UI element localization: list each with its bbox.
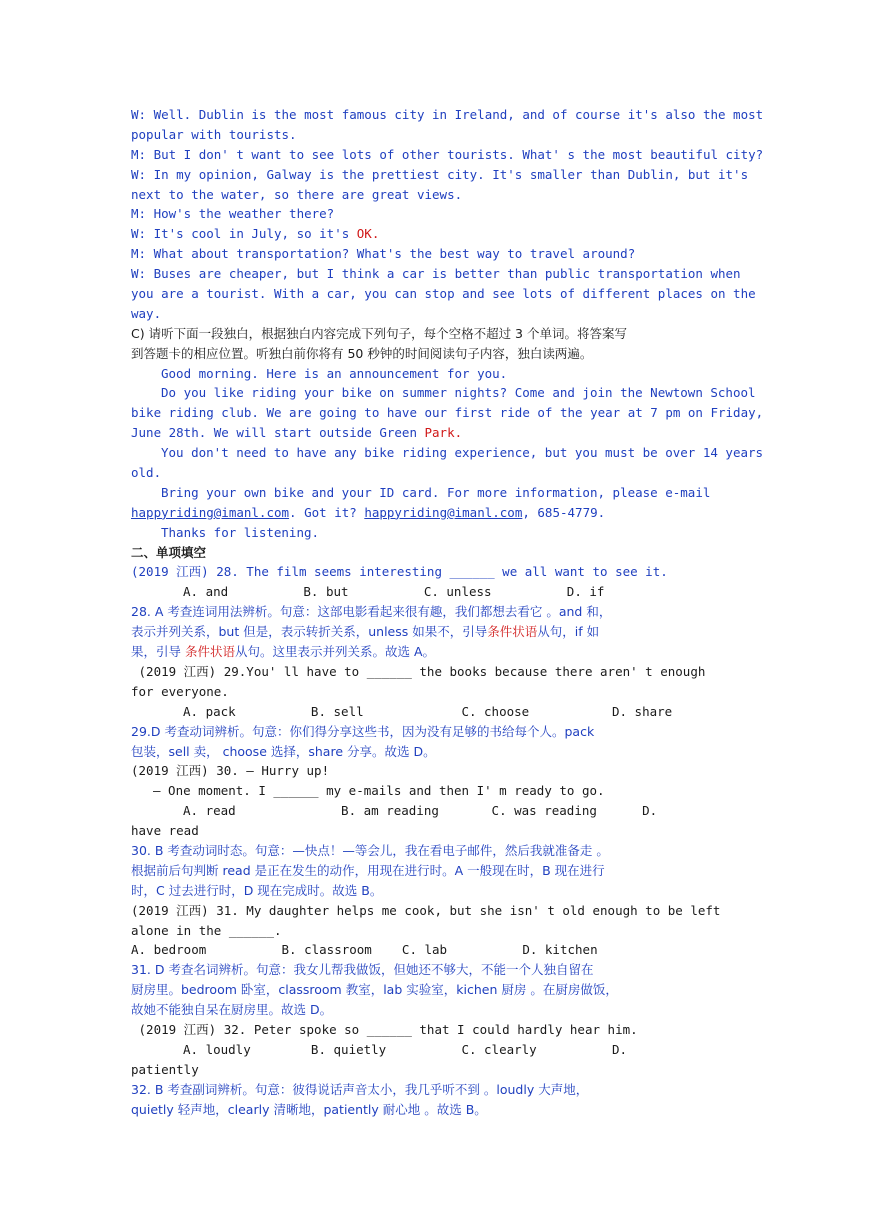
section-title: 二、单项填空 [131, 544, 207, 560]
monologue-line: Thanks for listening. [161, 524, 320, 540]
highlight-ok: OK. [356, 226, 380, 242]
dialogue-line: next to the water, so there are great views. [131, 186, 463, 202]
highlight-term: 条件状语 [184, 644, 235, 660]
answer-explanation [131, 642, 737, 662]
monologue-text: June 28th. We will start outside Green [131, 425, 425, 441]
question-options: A. bedroom B. classroom C. lab D. kitchen [131, 942, 598, 958]
answer-explanation: 包装，sell 卖， choose 选择，share 分享。故选 D。 [131, 743, 436, 759]
highlight-park: Park. [424, 425, 463, 441]
question-stem: for everyone. [131, 683, 229, 699]
explanation-text: 从句。这里表示并列关系。故选 A。 [235, 644, 436, 660]
dialogue-line: W: Well. Dublin is the most famous city in Ireland, and of course it's also the most [131, 107, 764, 122]
monologue-line: You don't need to have any bike riding experience, but you must be over 14 years [161, 445, 764, 461]
question-stem: alone in the ______. [131, 922, 282, 938]
email-link[interactable]: happyriding@imanl.com [131, 504, 290, 520]
dialogue-line: M: How's the weather there? [131, 206, 335, 222]
section-c-instruction: 到答题卡的相应位置。听独白前你将有 50 秒钟的时间阅读句子内容，独白读两遍。 [131, 345, 593, 361]
answer-explanation: 厨房里。bedroom 卧室，classroom 教室，lab 实验室，kichen 厨房 。在厨房做饭， [131, 982, 618, 998]
answer-explanation: 时，C 过去进行时，D 现在完成时。故选 B。 [131, 882, 383, 898]
monologue-line: Bring your own bike and your ID card. For more information, please e-mail [161, 484, 711, 500]
monologue-line: Do you like riding your bike on summer nights? Come and join the Newtown School [161, 385, 756, 401]
question-stem: (2019 江西) 31. My daughter helps me cook, but she isn' t old enough to be left [131, 902, 721, 918]
monologue-line: bike riding club. We are going to have our first ride of the year at 7 pm on Friday, [131, 405, 764, 421]
question-options: have read [131, 823, 199, 839]
question-stem: — One moment. I ______ my e-mails and then I' m ready to go. [153, 783, 605, 799]
question-text: (2019 江西) 28. The film seems interesting ______ we all want to see it. [131, 564, 668, 580]
dialogue-line: M: But I don' t want to see lots of other tourists. What' s the most beautiful city? [131, 146, 764, 162]
monologue-text: . Got it? [289, 504, 365, 520]
answer-explanation: 根据前后句判断 read 是正在发生的动作，用现在进行时。A 一般现在时，B 现在进行 [131, 862, 605, 878]
explanation-text: 从句，if 如 [537, 624, 600, 640]
question-stem: (2019 江西) 29.You' ll have to ______ the books because there aren' t enough [131, 663, 706, 679]
question-options: patiently [131, 1061, 199, 1077]
answer-explanation [131, 622, 737, 642]
dialogue-line: you are a tourist. With a car, you can stop and see lots of different places on the [131, 286, 756, 302]
dialogue-line: M: What about transportation? What's the best way to travel around? [131, 246, 636, 262]
question-options: A. pack B. sell C. choose D. share [183, 703, 673, 719]
question-stem [131, 562, 737, 582]
dialogue-line: way. [131, 305, 162, 321]
highlight-term: 条件状语 [487, 624, 538, 640]
dialogue-line: W: Buses are cheaper, but I think a car is better than public transportation when [131, 266, 741, 282]
explanation-text: 果，引导 [131, 644, 185, 660]
monologue-line: Good morning. Here is an announcement for you. [161, 365, 508, 381]
section-c-instruction: C) 请听下面一段独白，根据独白内容完成下列句子，每个空格不超过 3 个单词。将答案写 [131, 325, 627, 341]
explanation-text: 表示并列关系，but 但是，表示转折关系，unless 如果不，引导 [131, 624, 488, 640]
answer-explanation: 28. A 考查连词用法辨析。句意：这部电影看起来很有趣，我们都想去看它 。and 和， [131, 604, 612, 620]
question-options: A. and B. but C. unless D. if [183, 584, 605, 600]
monologue-text: , 685-4779. [522, 504, 606, 520]
dialogue-line: W: In my opinion, Galway is the prettiest city. It's smaller than Dublin, but it's [131, 166, 749, 182]
answer-explanation: 30. B 考查动词时态。句意：—快点！—等会儿，我在看电子邮件，然后我就准备走 。 [131, 842, 609, 858]
answer-explanation: 29.D 考查动词辨析。句意：你们得分享这些书，因为没有足够的书给每个人。pack [131, 723, 595, 739]
question-options: A. read B. am reading C. was reading D. [183, 803, 658, 819]
answer-explanation: 故她不能独自呆在厨房里。故选 D。 [131, 1002, 333, 1018]
monologue-line: old. [131, 465, 162, 481]
document-page [131, 105, 764, 1119]
answer-explanation: quietly 轻声地，clearly 清晰地，patiently 耐心地 。故选 B。 [131, 1101, 487, 1117]
monologue-line [131, 503, 737, 523]
dialogue-line [131, 224, 737, 244]
dialogue-line: popular with tourists. [131, 126, 297, 142]
question-stem: (2019 江西) 30. — Hurry up! [131, 763, 330, 779]
answer-explanation: 32. B 考查副词辨析。句意：彼得说话声音太小，我几乎听不到 。loudly 大声地， [131, 1081, 589, 1097]
email-link[interactable]: happyriding@imanl.com [364, 504, 523, 520]
question-stem: (2019 江西) 32. Peter spoke so ______ that I could hardly hear him. [131, 1021, 638, 1037]
dialogue-text: W: It's cool in July, so it's [131, 226, 357, 242]
question-options: A. loudly B. quietly C. clearly D. [183, 1041, 628, 1057]
answer-explanation: 31. D 考查名词辨析。句意：我女儿帮我做饭，但她还不够大，不能一个人独自留在 [131, 962, 594, 978]
monologue-line [131, 423, 737, 443]
